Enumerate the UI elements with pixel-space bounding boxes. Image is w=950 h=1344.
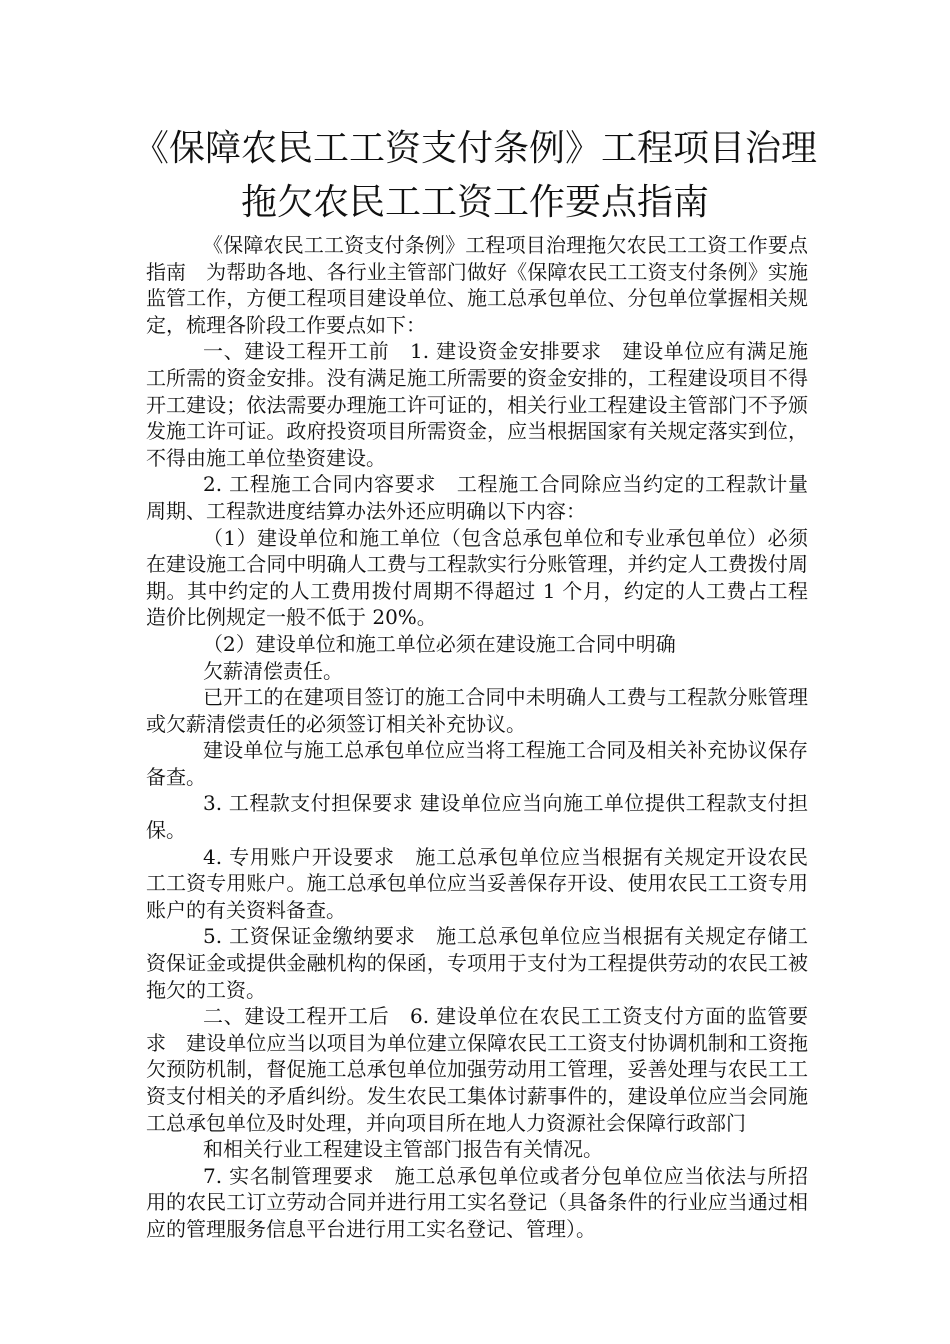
paragraph-item-2-sub-2-cont: 欠薪清偿责任。 (203, 658, 343, 683)
paragraph-item-6-cont: 和相关行业工程建设主管部门报告有关情况。 (203, 1137, 603, 1162)
paragraph-item-2-sub-1: （1）建设单位和施工单位（包含总承包单位和专业承包单位）必须在建设施工合同中明确人工费与工程款实行分账管理，并约定人工费拨付周期。其中约定的人工费用拨付周期不得超过 1 个月，约定的人工费占工程造价比例规定一般不低于 20%。 (146, 525, 808, 630)
paragraph-item-3: 3. 工程款支付担保要求 建设单位应当向施工单位提供工程款支付担保。 (146, 791, 808, 843)
paragraph-item-2-sub-2: （2）建设单位和施工单位必须在建设施工合同中明确 (203, 631, 676, 656)
paragraph-supplement-agreement: 已开工的在建项目签订的施工合同中未明确人工费与工程款分账管理或欠薪清偿责任的必须签订相关补充协议。 (146, 685, 808, 736)
paragraph-item-7: 7. 实名制管理要求 施工总承包单位或者分包单位应当依法与所招用的农民工订立劳动合同并进行用工实名登记（具备条件的行业应当通过相应的管理服务信息平台进行用工实名登记、管理）。 (146, 1163, 808, 1241)
paragraph-item-2: 2. 工程施工合同内容要求 工程施工合同除应当约定的工程款计量周期、工程款进度结算办法外还应明确以下内容： (146, 472, 808, 523)
paragraph-contract-filing: 建设单位与施工总承包单位应当将工程施工合同及相关补充协议保存备查。 (146, 738, 808, 789)
paragraph-section-1-item-1: 一、建设工程开工前 1. 建设资金安排要求 建设单位应有满足施工所需的资金安排。没有满足施工所需要的资金安排的，工程建设项目不得开工建设；依法需要办理施工许可证的，相关行业工程建设主管部门不予颁发施工许可证。政府投资项目所需资金，应当根据国家有关规定落实到位，不得由施工单位垫资建设。 (146, 339, 808, 470)
document-body (146, 232, 808, 1243)
paragraph-intro: 《保障农民工工资支付条例》工程项目治理拖欠农民工工资工作要点指南 为帮助各地、各行业主管部门做好《保障农民工工资支付条例》实施监管工作，方便工程项目建设单位、施工总承包单位、分包单位掌握相关规定，梳理各阶段工作要点如下： (146, 233, 808, 337)
paragraph-item-4: 4. 专用账户开设要求 施工总承包单位应当根据有关规定开设农民工工资专用账户。施工总承包单位应当妥善保存开设、使用农民工工资专用账户的有关资料备查。 (146, 844, 808, 922)
paragraph-item-5: 5. 工资保证金缴纳要求 施工总承包单位应当根据有关规定存储工资保证金或提供金融机构的保函，专项用于支付为工程提供劳动的农民工被拖欠的工资。 (146, 924, 808, 1002)
document-title: 《保障农民工工资支付条例》工程项目治理拖欠农民工工资工作要点指南 (132, 128, 817, 223)
paragraph-section-2-item-6: 二、建设工程开工后 6. 建设单位在农民工工资支付方面的监管要求 建设单位应当以项目为单位建立保障农民工工资支付协调机制和工资拖欠预防机制，督促施工总承包单位加强劳动用工管理，妥善处理与农民工工资支付相关的矛盾纠纷。发生农民工集体讨薪事件的，建设单位应当会同施工总承包单位及时处理，并向项目所在地人力资源社会保障行政部门 (146, 1004, 808, 1135)
